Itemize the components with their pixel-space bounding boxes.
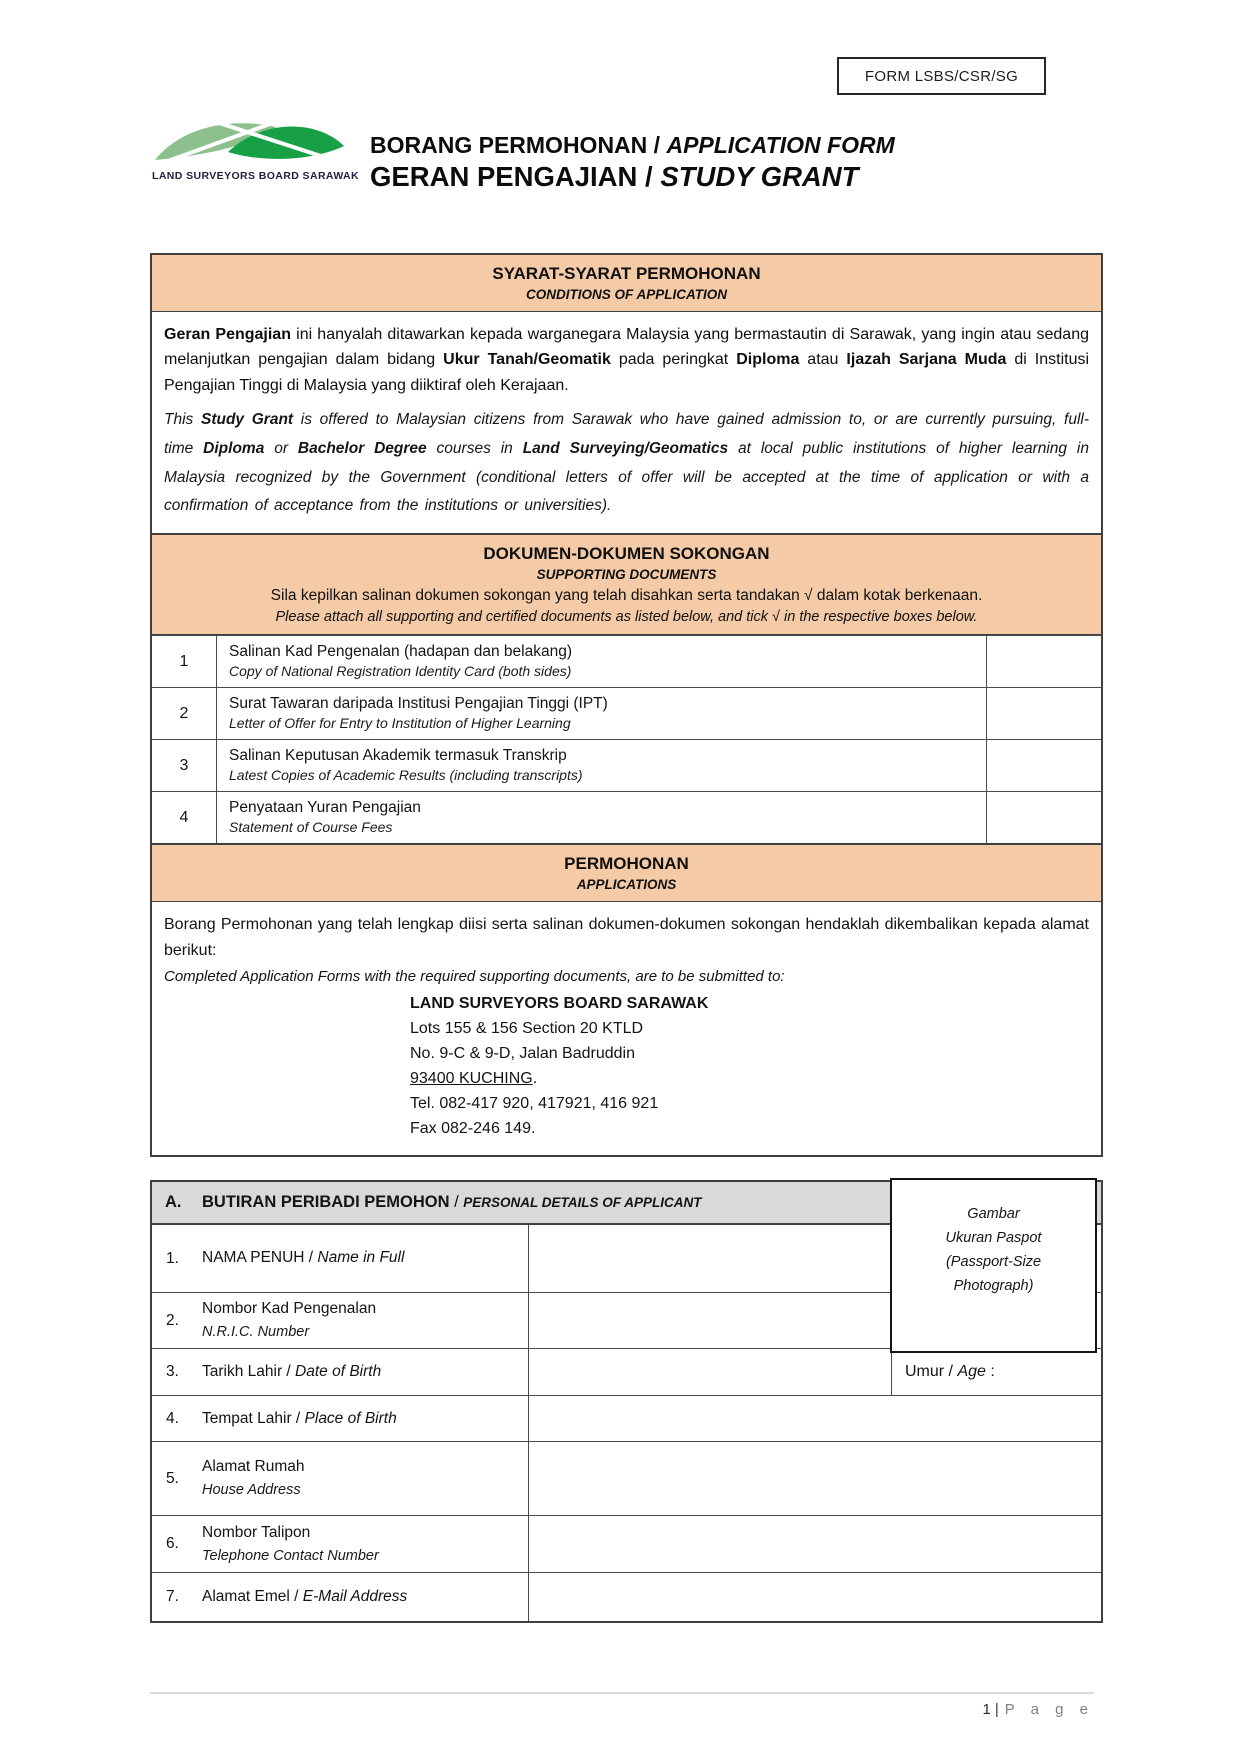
- age-label: Umur / Age :: [905, 1363, 995, 1381]
- field-number: 7.: [166, 1588, 179, 1606]
- documents-heading-en: SUPPORTING DOCUMENTS: [536, 566, 717, 582]
- section-a: [150, 1180, 1103, 1623]
- field-label: Tempat Lahir / Place of Birth: [202, 1409, 397, 1427]
- photo-box-line3: (Passport-Size: [945, 1253, 1042, 1270]
- applications-heading-en: APPLICATIONS: [576, 877, 677, 893]
- form-code-box: [837, 57, 1046, 95]
- documents-header: [152, 535, 1101, 635]
- field-label: Alamat Emel / E-Mail Address: [202, 1588, 408, 1606]
- field-row-house-address: [152, 1441, 1101, 1515]
- photo-box-line2: Ukuran Paspot: [945, 1229, 1042, 1246]
- page-number: 1: [982, 1701, 991, 1718]
- document-checkbox-1[interactable]: [987, 636, 1101, 687]
- conditions-paragraph-my: Geran Pengajian ini hanyalah ditawarkan kepada warganegara Malaysia yang bermastautin di Sarawak, yang ingin atau sedang melanjutkan pengajian dalam bidang Ukur Tanah/Geomatik pada peringkat Diploma atau Ijazah Sarjana Muda di Institusi Pengajian Tinggi di Malaysia yang diiktiraf oleh Kerajaan.: [164, 325, 1090, 394]
- field-number: 4.: [166, 1409, 179, 1427]
- address-name: LAND SURVEYORS BOARD SARAWAK: [410, 995, 709, 1013]
- document-checkbox-3[interactable]: [987, 740, 1101, 791]
- document-row-1: [152, 635, 1101, 687]
- document-description: [217, 792, 987, 843]
- logo-caption: LAND SURVEYORS BOARD SARAWAK: [152, 170, 360, 182]
- document-description: [217, 688, 987, 739]
- document-desc-my: Salinan Kad Pengenalan (hadapan dan belakang): [229, 642, 573, 660]
- footer-separator: |: [994, 1701, 999, 1718]
- address-fax: Fax 082-246 149.: [410, 1120, 536, 1138]
- field-input-age-cell[interactable]: [892, 1349, 1101, 1395]
- address-line-2: No. 9-C & 9-D, Jalan Badruddin: [410, 1045, 635, 1063]
- field-number: 6.: [166, 1535, 179, 1553]
- document-desc-en: Statement of Course Fees: [229, 819, 393, 836]
- applications-header: [152, 845, 1101, 902]
- document-desc-my: Surat Tawaran daripada Institusi Pengajian Tinggi (IPT): [229, 694, 608, 712]
- field-sublabel: House Address: [202, 1482, 301, 1499]
- field-sublabel: Telephone Contact Number: [202, 1547, 379, 1564]
- form-title-line2: GERAN PENGAJIAN / STUDY GRANT: [370, 160, 859, 192]
- field-number: 2.: [166, 1311, 179, 1329]
- applications-body-my: Borang Permohonan yang telah lengkap diisi serta salinan dokumen-dokumen sokongan hendaklah dikembalikan kepada alamat berikut:: [164, 916, 1089, 959]
- conditions-heading-my: SYARAT-SYARAT PERMOHONAN: [492, 264, 761, 283]
- applications-body-en: Completed Application Forms with the required supporting documents, are to be submitted to:: [164, 968, 785, 986]
- field-input-place-of-birth[interactable]: [529, 1396, 1101, 1441]
- conditions-body: [152, 312, 1101, 533]
- field-row-pob: [152, 1395, 1101, 1441]
- document-description: [217, 636, 987, 687]
- conditions-paragraph-en: This Study Grant is offered to Malaysian citizens from Sarawak who have gained admission to, or are currently pursuing, full-time Diploma or Bachelor Degree courses in Land Surveying/Geomatics at local public institutions of higher learning in Malaysia recognized by the Government (conditional letters of offer will be accepted at the time of application or with a confirmation of acceptance from the institutions or universities).: [164, 411, 1089, 515]
- field-label-cell: [152, 1293, 529, 1348]
- field-label: Nombor Kad Pengenalan: [202, 1300, 377, 1317]
- field-label-cell: [152, 1442, 529, 1515]
- address-city: 93400 KUCHING: [410, 1070, 533, 1088]
- address-city-suffix: .: [532, 1070, 538, 1088]
- address-tel: Tel. 082-417 920, 417921, 416 921: [410, 1095, 659, 1113]
- field-number: 1.: [166, 1249, 179, 1267]
- documents-section: [150, 533, 1103, 845]
- document-desc-my: Penyataan Yuran Pengajian: [229, 798, 421, 816]
- document-row-3: [152, 739, 1101, 791]
- address-city-line: [410, 1066, 1089, 1091]
- field-label-cell: [152, 1349, 529, 1395]
- section-a-title: BUTIRAN PERIBADI PEMOHON / PERSONAL DETAILS OF APPLICANT: [202, 1193, 702, 1211]
- photo-box-line4: Photograph): [953, 1277, 1034, 1294]
- lsbs-logo: [152, 112, 372, 182]
- field-input-date-of-birth[interactable]: [529, 1349, 892, 1395]
- field-row-dob: [152, 1348, 1101, 1395]
- documents-note-en: Please attach all supporting and certified documents as listed below, and tick √ in the respective boxes below.: [275, 609, 978, 626]
- document-row-2: [152, 687, 1101, 739]
- field-label: Nombor Talipon: [202, 1523, 311, 1541]
- field-input-house-address[interactable]: [529, 1442, 1101, 1515]
- field-number: 3.: [166, 1363, 179, 1381]
- documents-heading-my: DOKUMEN-DOKUMEN SOKONGAN: [483, 544, 770, 564]
- document-checkbox-4[interactable]: [987, 792, 1101, 843]
- field-label-group: [202, 1299, 376, 1342]
- field-input-telephone[interactable]: [529, 1516, 1101, 1572]
- document-number: 2: [152, 688, 217, 739]
- field-input-email[interactable]: [529, 1573, 1101, 1621]
- field-number: 5.: [166, 1469, 179, 1487]
- footer-divider: [150, 1692, 1094, 1694]
- document-desc-en: Letter of Offer for Entry to Institution of Higher Learning: [229, 715, 571, 732]
- field-label: NAMA PENUH / Name in Full: [202, 1249, 405, 1267]
- document-description: [217, 740, 987, 791]
- applications-body: [152, 902, 1101, 1155]
- documents-note-my: Sila kepilkan salinan dokumen sokongan yang telah disahkan serta tandakan √ dalam kotak berkenaan.: [270, 586, 983, 604]
- field-label-group: [202, 1523, 379, 1566]
- conditions-section: [150, 253, 1103, 535]
- field-label-cell: [152, 1573, 529, 1621]
- address-block: [410, 991, 1089, 1141]
- applications-section: [150, 843, 1103, 1157]
- field-label: Alamat Rumah: [202, 1458, 305, 1476]
- applications-heading-my: PERMOHONAN: [564, 854, 689, 874]
- conditions-header: [152, 255, 1101, 312]
- field-label-cell: [152, 1225, 529, 1292]
- form-title-line1: BORANG PERMOHONAN / APPLICATION FORM: [370, 132, 895, 158]
- photo-box-line1: Gambar: [967, 1206, 1020, 1222]
- conditions-heading-en: CONDITIONS OF APPLICATION: [526, 286, 727, 302]
- address-line-1: Lots 155 & 156 Section 20 KTLD: [410, 1020, 644, 1038]
- page-footer: [150, 1701, 1094, 1718]
- document-desc-my: Salinan Keputusan Akademik termasuk Transkrip: [229, 746, 567, 764]
- document-number: 4: [152, 792, 217, 843]
- section-a-letter: A.: [165, 1193, 182, 1211]
- field-label-group: [202, 1457, 305, 1500]
- form-code-text: FORM LSBS/CSR/SG: [864, 67, 1019, 85]
- page-word: P a g e: [1004, 1701, 1094, 1718]
- document-desc-en: Copy of National Registration Identity Card (both sides): [229, 663, 572, 680]
- document-row-4: [152, 791, 1101, 843]
- document-desc-en: Latest Copies of Academic Results (including transcripts): [229, 767, 583, 784]
- form-sections: [150, 253, 1103, 1157]
- field-label: Tarikh Lahir / Date of Birth: [202, 1363, 382, 1381]
- document-number: 3: [152, 740, 217, 791]
- document-checkbox-2[interactable]: [987, 688, 1101, 739]
- field-row-telephone: [152, 1515, 1101, 1572]
- field-row-email: [152, 1572, 1101, 1621]
- field-label-cell: [152, 1516, 529, 1572]
- lsbs-logo-graphic: [152, 112, 348, 164]
- document-number: 1: [152, 636, 217, 687]
- form-title-block: [370, 131, 895, 193]
- photo-box[interactable]: [890, 1178, 1097, 1353]
- field-sublabel: N.R.I.C. Number: [202, 1323, 310, 1340]
- field-label-cell: [152, 1396, 529, 1441]
